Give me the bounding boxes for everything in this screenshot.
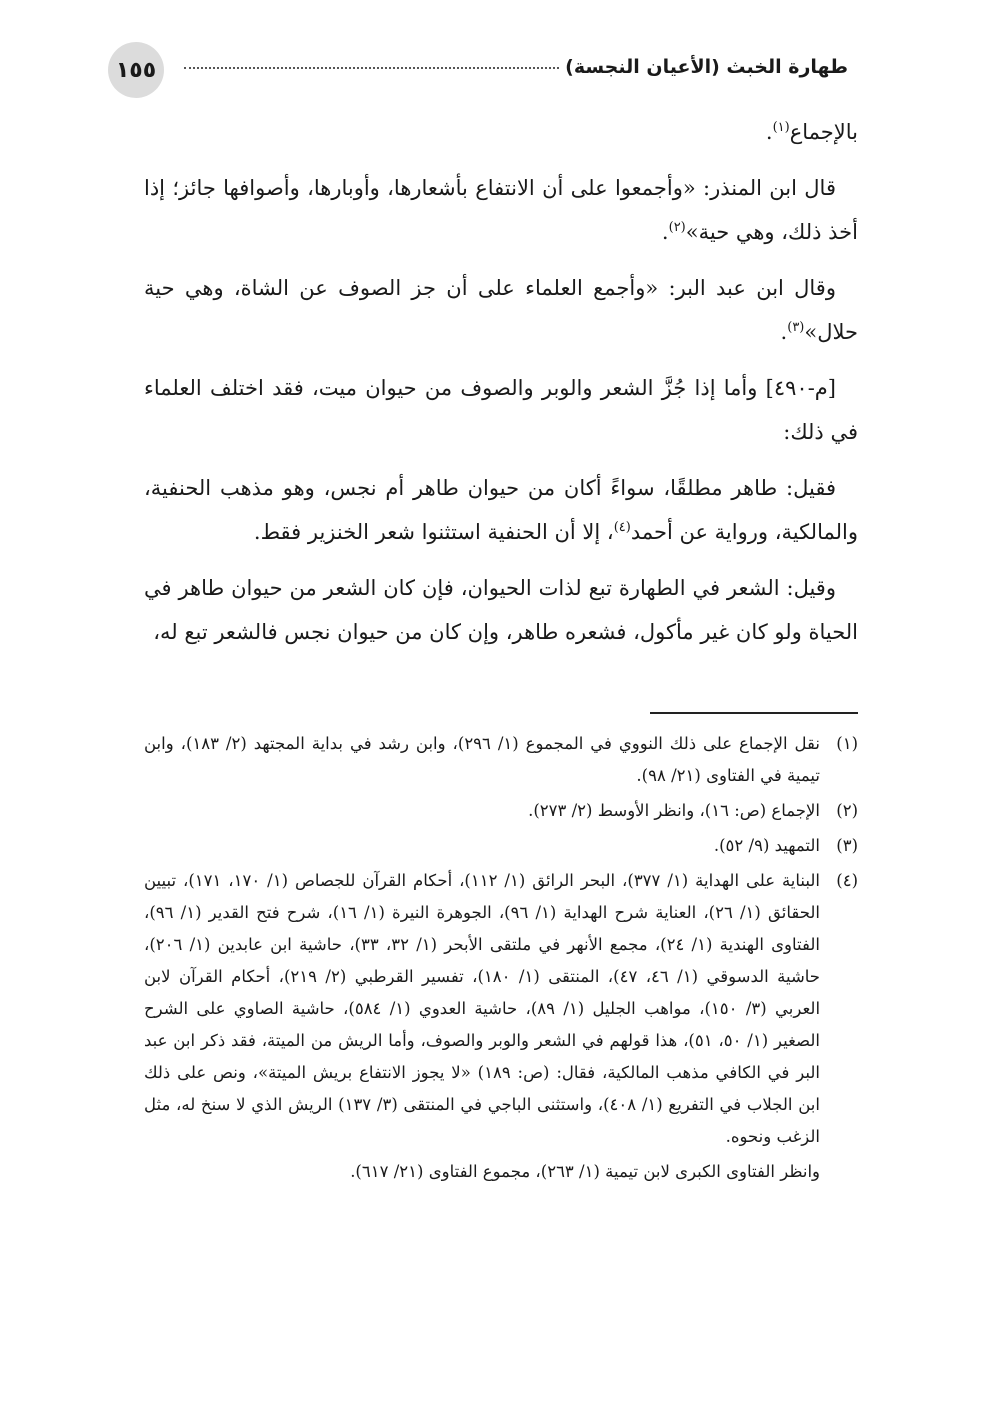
paragraph-6: وقيل: الشعر في الطهارة تبع لذات الحيوان، فإن كان الشعر من حيوان طاهر في الحياة ولو كان غير مأكول، فشعره طاهر، وإن كان من حيوان نجس فالشعر تبع له،: [144, 576, 858, 644]
footnote-1: [144, 728, 858, 792]
footnote-2: [144, 795, 858, 827]
page-header: [108, 42, 848, 98]
footnote-ref-2[interactable]: (٢): [668, 220, 686, 235]
paragraph-1: بالإجماع$^{(١)}$.: [765, 120, 858, 144]
footnote-ref-3[interactable]: (٣): [787, 320, 805, 335]
footnote-number: (٤): [836, 871, 858, 890]
paragraph-5: فقيل: طاهر مطلقًا، سواءً أكان من حيوان طاهر أم نجس، وهو مذهب الحنفية، والمالكية، ورواية عن أحمد$^{(٤)}$، إلا أن الحنفية استثنوا شعر الخنزير فقط.: [144, 476, 858, 544]
footnote-text: نقل الإجماع على ذلك النووي في المجموع (١/ ٢٩٦)، وابن رشد في بداية المجتهد (٢/ ١٨٣)، وابن تيمية في الفتاوى (٢١/ ٩٨).: [144, 734, 820, 785]
footnote-separator: [650, 712, 858, 714]
footnote-ref-1[interactable]: (١): [772, 120, 790, 135]
paragraph-2: قال ابن المنذر: «وأجمعوا على أن الانتفاع بأشعارها، وأوبارها، وأصوافها جائز؛ إذا أخذ ذلك، وهي حية»$^{(٢)}$.: [144, 176, 858, 244]
running-title-text: طهارة الخبث (الأعيان النجسة): [565, 56, 848, 78]
leader-dots: [184, 67, 559, 69]
footnotes: [144, 728, 858, 1188]
running-title: [178, 56, 848, 78]
footnote-text: التمهيد (٩/ ٥٢).: [713, 836, 820, 855]
page-number: ١٥٥: [115, 57, 157, 83]
footnote-number: (٣): [836, 836, 858, 855]
footnote-ref-4[interactable]: (٤): [613, 520, 631, 535]
paragraph-4: [م-٤٩٠] وأما إذا جُزَّ الشعر والوبر والصوف من حيوان ميت، فقد اختلف العلماء في ذلك:: [144, 376, 858, 444]
footnote-number: (٢): [836, 801, 858, 820]
footnote-4-continuation: وانظر الفتاوى الكبرى لابن تيمية (١/ ٢٦٣)، مجموع الفتاوى (٢١/ ٦١٧).: [350, 1162, 820, 1181]
paragraph-3: وقال ابن عبد البر: «وأجمع العلماء على أن جز الصوف عن الشاة، وهي حية حلال»$^{(٣)}$.: [144, 276, 858, 344]
footnote-text: البناية على الهداية (١/ ٣٧٧)، البحر الرائق (١/ ١١٢)، أحكام القرآن للجصاص (١/ ١٧٠، ١٧١)، تبيين الحقائق (١/ ٢٦)، العناية شرح الهداية (١/ ٩٦)، الجوهرة النيرة (١/ ١٦)، شرح فتح القدير (١/ ٩٦)، الفتاوى الهندية (١/ ٢٤)، مجمع الأنهر في ملتقى الأبحر (١/ ٣٢، ٣٣)، حاشية ابن عابدين (١/ ٢٠٦)، حاشية الدسوقي (١/ ٤٦، ٤٧)، المنتقى (١/ ١٨٠)، تفسير القرطبي (٢/ ٢١٩)، أحكام القرآن لابن العربي (٣/ ١٥٠)، مواهب الجليل (١/ ٨٩)، حاشية العدوي (١/ ٥٨٤)، حاشية الصاوي على الشرح الصغير (١/ ٥٠، ٥١)، هذا قولهم في الشعر والوبر والصوف، وأما الريش من الميتة، فقد ذكر ابن عبد البر في الكافي مذهب المالكية، فقال: (ص: ١٨٩) «لا يجوز الانتفاع بريش الميتة»، ونص على ذلك ابن الجلاب في التفريع (١/ ٤٠٨)، واستثنى الباجي في المنتقى (٣/ ١٣٧) الريش الذي لا سنخ له، مثل الزغب ونحوه.: [144, 871, 821, 1146]
footnote-number: (١): [836, 734, 858, 753]
main-text: [144, 110, 858, 666]
footnote-text: الإجماع (ص: ١٦)، وانظر الأوسط (٢/ ٢٧٣).: [528, 801, 820, 820]
footnote-3: [144, 830, 858, 862]
page-number-badge: [108, 42, 164, 98]
footnote-4: [144, 865, 858, 1153]
